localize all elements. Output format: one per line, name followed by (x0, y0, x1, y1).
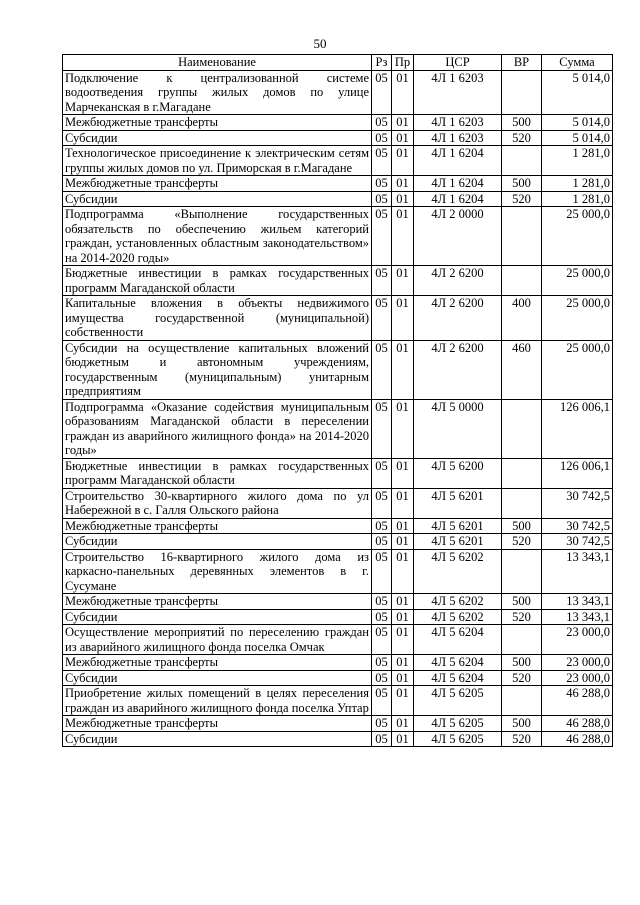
row-vr-cell (502, 399, 542, 458)
row-csr-cell: 4Л 1 6204 (414, 146, 502, 176)
row-name-cell: Субсидии (63, 670, 372, 686)
row-vr-cell (502, 549, 542, 594)
row-sum-cell: 1 281,0 (542, 146, 613, 176)
row-csr-cell: 4Л 1 6203 (414, 130, 502, 146)
table-row (63, 296, 613, 341)
row-rz-cell: 05 (372, 534, 392, 550)
row-rz-cell: 05 (372, 518, 392, 534)
table-row (63, 146, 613, 176)
table-row (63, 534, 613, 550)
row-sum-cell: 30 742,5 (542, 534, 613, 550)
row-pr-cell: 01 (392, 340, 414, 399)
table-row (63, 655, 613, 671)
row-sum-cell: 5 014,0 (542, 130, 613, 146)
row-sum-cell: 1 281,0 (542, 176, 613, 192)
row-name-cell: Субсидии (63, 191, 372, 207)
column-header-name: Наименование (63, 55, 372, 71)
row-rz-cell: 05 (372, 296, 392, 341)
row-name-cell: Капитальные вложения в объекты недвижимого имущества государственной (муниципальной) собственности (63, 296, 372, 341)
row-sum-cell: 13 343,1 (542, 549, 613, 594)
row-csr-cell: 4Л 2 6200 (414, 340, 502, 399)
table-row (63, 518, 613, 534)
row-pr-cell: 01 (392, 399, 414, 458)
row-pr-cell: 01 (392, 130, 414, 146)
row-csr-cell: 4Л 5 6200 (414, 458, 502, 488)
row-name-cell: Межбюджетные трансферты (63, 176, 372, 192)
row-vr-cell: 520 (502, 130, 542, 146)
row-csr-cell: 4Л 5 6205 (414, 716, 502, 732)
row-csr-cell: 4Л 2 6200 (414, 266, 502, 296)
row-name-cell: Строительство 30-квартирного жилого дома по ул Набережной в с. Галля Ольского района (63, 488, 372, 518)
row-name-cell: Приобретение жилых помещений в целях переселения граждан из аварийного жилищного фонда поселка Уптар (63, 686, 372, 716)
row-pr-cell: 01 (392, 670, 414, 686)
row-pr-cell: 01 (392, 191, 414, 207)
row-vr-cell: 400 (502, 296, 542, 341)
row-name-cell: Бюджетные инвестиции в рамках государственных программ Магаданской области (63, 266, 372, 296)
row-rz-cell: 05 (372, 207, 392, 266)
row-rz-cell: 05 (372, 458, 392, 488)
row-vr-cell: 500 (502, 176, 542, 192)
row-sum-cell: 5 014,0 (542, 115, 613, 131)
row-rz-cell: 05 (372, 625, 392, 655)
row-sum-cell: 25 000,0 (542, 296, 613, 341)
row-csr-cell: 4Л 5 6202 (414, 549, 502, 594)
row-name-cell: Межбюджетные трансферты (63, 518, 372, 534)
row-rz-cell: 05 (372, 340, 392, 399)
row-csr-cell: 4Л 5 6202 (414, 609, 502, 625)
row-pr-cell: 01 (392, 686, 414, 716)
table-row (63, 686, 613, 716)
row-csr-cell: 4Л 2 0000 (414, 207, 502, 266)
row-pr-cell: 01 (392, 625, 414, 655)
column-header-rz: Рз (372, 55, 392, 71)
table-row (63, 191, 613, 207)
row-name-cell: Субсидии на осуществление капитальных вложений бюджетным и автономным учреждениям, государственным (муниципальным) унитарным предприятиям (63, 340, 372, 399)
row-rz-cell: 05 (372, 266, 392, 296)
table-body (63, 70, 613, 747)
row-csr-cell: 4Л 5 6201 (414, 488, 502, 518)
budget-table (62, 54, 613, 747)
row-rz-cell: 05 (372, 594, 392, 610)
row-sum-cell: 5 014,0 (542, 70, 613, 115)
row-csr-cell: 4Л 5 6204 (414, 670, 502, 686)
row-pr-cell: 01 (392, 549, 414, 594)
row-vr-cell: 520 (502, 609, 542, 625)
row-sum-cell: 30 742,5 (542, 488, 613, 518)
column-header-sum: Сумма (542, 55, 613, 71)
page-number: 50 (313, 36, 327, 51)
row-sum-cell: 126 006,1 (542, 458, 613, 488)
row-csr-cell: 4Л 5 6202 (414, 594, 502, 610)
row-name-cell: Межбюджетные трансферты (63, 655, 372, 671)
row-vr-cell (502, 266, 542, 296)
row-csr-cell: 4Л 2 6200 (414, 296, 502, 341)
row-sum-cell: 13 343,1 (542, 594, 613, 610)
row-pr-cell: 01 (392, 266, 414, 296)
row-vr-cell (502, 70, 542, 115)
row-sum-cell: 30 742,5 (542, 518, 613, 534)
row-rz-cell: 05 (372, 609, 392, 625)
table-row (63, 176, 613, 192)
row-csr-cell: 4Л 1 6204 (414, 176, 502, 192)
row-vr-cell: 520 (502, 191, 542, 207)
row-pr-cell: 01 (392, 731, 414, 747)
row-sum-cell: 23 000,0 (542, 655, 613, 671)
row-pr-cell: 01 (392, 609, 414, 625)
row-csr-cell: 4Л 5 6205 (414, 731, 502, 747)
row-vr-cell (502, 488, 542, 518)
table-row (63, 625, 613, 655)
row-vr-cell: 500 (502, 115, 542, 131)
table-row (63, 594, 613, 610)
row-rz-cell: 05 (372, 130, 392, 146)
row-pr-cell: 01 (392, 176, 414, 192)
row-csr-cell: 4Л 5 6205 (414, 686, 502, 716)
row-rz-cell: 05 (372, 399, 392, 458)
row-rz-cell: 05 (372, 488, 392, 518)
column-header-csr: ЦСР (414, 55, 502, 71)
row-csr-cell: 4Л 1 6203 (414, 70, 502, 115)
row-name-cell: Субсидии (63, 731, 372, 747)
row-sum-cell: 23 000,0 (542, 670, 613, 686)
row-name-cell: Подпрограмма «Оказание содействия муниципальным образованиям Магаданской области в переселении граждан из аварийного жилищного фонда» на 2014-2020 годы» (63, 399, 372, 458)
row-csr-cell: 4Л 5 6201 (414, 518, 502, 534)
row-vr-cell (502, 207, 542, 266)
row-name-cell: Подпрограмма «Выполнение государственных обязательств по обеспечению жильем категорий граждан, установленных областным законодательством» на 2014-2020 годы» (63, 207, 372, 266)
row-rz-cell: 05 (372, 686, 392, 716)
row-pr-cell: 01 (392, 594, 414, 610)
row-vr-cell: 500 (502, 594, 542, 610)
row-vr-cell: 520 (502, 731, 542, 747)
row-sum-cell: 46 288,0 (542, 716, 613, 732)
table-row (63, 670, 613, 686)
row-name-cell: Субсидии (63, 130, 372, 146)
row-rz-cell: 05 (372, 670, 392, 686)
row-pr-cell: 01 (392, 534, 414, 550)
row-name-cell: Межбюджетные трансферты (63, 115, 372, 131)
row-rz-cell: 05 (372, 716, 392, 732)
row-sum-cell: 1 281,0 (542, 191, 613, 207)
row-vr-cell: 520 (502, 534, 542, 550)
row-vr-cell: 460 (502, 340, 542, 399)
row-pr-cell: 01 (392, 70, 414, 115)
row-sum-cell: 25 000,0 (542, 266, 613, 296)
row-sum-cell: 25 000,0 (542, 207, 613, 266)
row-sum-cell: 46 288,0 (542, 686, 613, 716)
row-vr-cell (502, 686, 542, 716)
table-row (63, 266, 613, 296)
row-sum-cell: 46 288,0 (542, 731, 613, 747)
table-row (63, 716, 613, 732)
table-row (63, 549, 613, 594)
row-pr-cell: 01 (392, 207, 414, 266)
table-row (63, 731, 613, 747)
row-sum-cell: 126 006,1 (542, 399, 613, 458)
row-rz-cell: 05 (372, 655, 392, 671)
row-vr-cell: 500 (502, 518, 542, 534)
table-row (63, 130, 613, 146)
row-rz-cell: 05 (372, 191, 392, 207)
column-header-pr: Пр (392, 55, 414, 71)
row-pr-cell: 01 (392, 716, 414, 732)
row-pr-cell: 01 (392, 488, 414, 518)
row-rz-cell: 05 (372, 549, 392, 594)
row-name-cell: Субсидии (63, 609, 372, 625)
column-header-vr: ВР (502, 55, 542, 71)
row-csr-cell: 4Л 1 6203 (414, 115, 502, 131)
row-vr-cell (502, 458, 542, 488)
row-vr-cell (502, 625, 542, 655)
row-sum-cell: 23 000,0 (542, 625, 613, 655)
table-row (63, 488, 613, 518)
row-name-cell: Межбюджетные трансферты (63, 594, 372, 610)
table-row (63, 340, 613, 399)
row-rz-cell: 05 (372, 176, 392, 192)
row-pr-cell: 01 (392, 115, 414, 131)
row-pr-cell: 01 (392, 518, 414, 534)
table-row (63, 115, 613, 131)
row-name-cell: Бюджетные инвестиции в рамках государственных программ Магаданской области (63, 458, 372, 488)
table-header-row (63, 55, 613, 71)
row-rz-cell: 05 (372, 70, 392, 115)
table-row (63, 70, 613, 115)
table-row (63, 399, 613, 458)
table-row (63, 207, 613, 266)
row-rz-cell: 05 (372, 146, 392, 176)
row-rz-cell: 05 (372, 115, 392, 131)
row-name-cell: Субсидии (63, 534, 372, 550)
row-vr-cell: 520 (502, 670, 542, 686)
row-csr-cell: 4Л 5 6204 (414, 625, 502, 655)
table-row (63, 609, 613, 625)
row-name-cell: Межбюджетные трансферты (63, 716, 372, 732)
row-vr-cell (502, 146, 542, 176)
row-pr-cell: 01 (392, 296, 414, 341)
row-name-cell: Строительство 16-квартирного жилого дома из каркасно-панельных деревянных элементов в г. Сусумане (63, 549, 372, 594)
row-pr-cell: 01 (392, 458, 414, 488)
row-pr-cell: 01 (392, 655, 414, 671)
row-csr-cell: 4Л 5 0000 (414, 399, 502, 458)
row-name-cell: Технологическое присоединение к электрическим сетям группы жилых домов по ул. Приморская в г.Магадане (63, 146, 372, 176)
row-name-cell: Осуществление мероприятий по переселению граждан из аварийного жилищного фонда поселка Омчак (63, 625, 372, 655)
row-name-cell: Подключение к централизованной системе водоотведения группы жилых домов по улице Марчеканская в г.Магадане (63, 70, 372, 115)
row-rz-cell: 05 (372, 731, 392, 747)
row-csr-cell: 4Л 5 6201 (414, 534, 502, 550)
row-vr-cell: 500 (502, 655, 542, 671)
row-csr-cell: 4Л 1 6204 (414, 191, 502, 207)
row-csr-cell: 4Л 5 6204 (414, 655, 502, 671)
row-pr-cell: 01 (392, 146, 414, 176)
table-row (63, 458, 613, 488)
row-vr-cell: 500 (502, 716, 542, 732)
row-sum-cell: 25 000,0 (542, 340, 613, 399)
row-sum-cell: 13 343,1 (542, 609, 613, 625)
